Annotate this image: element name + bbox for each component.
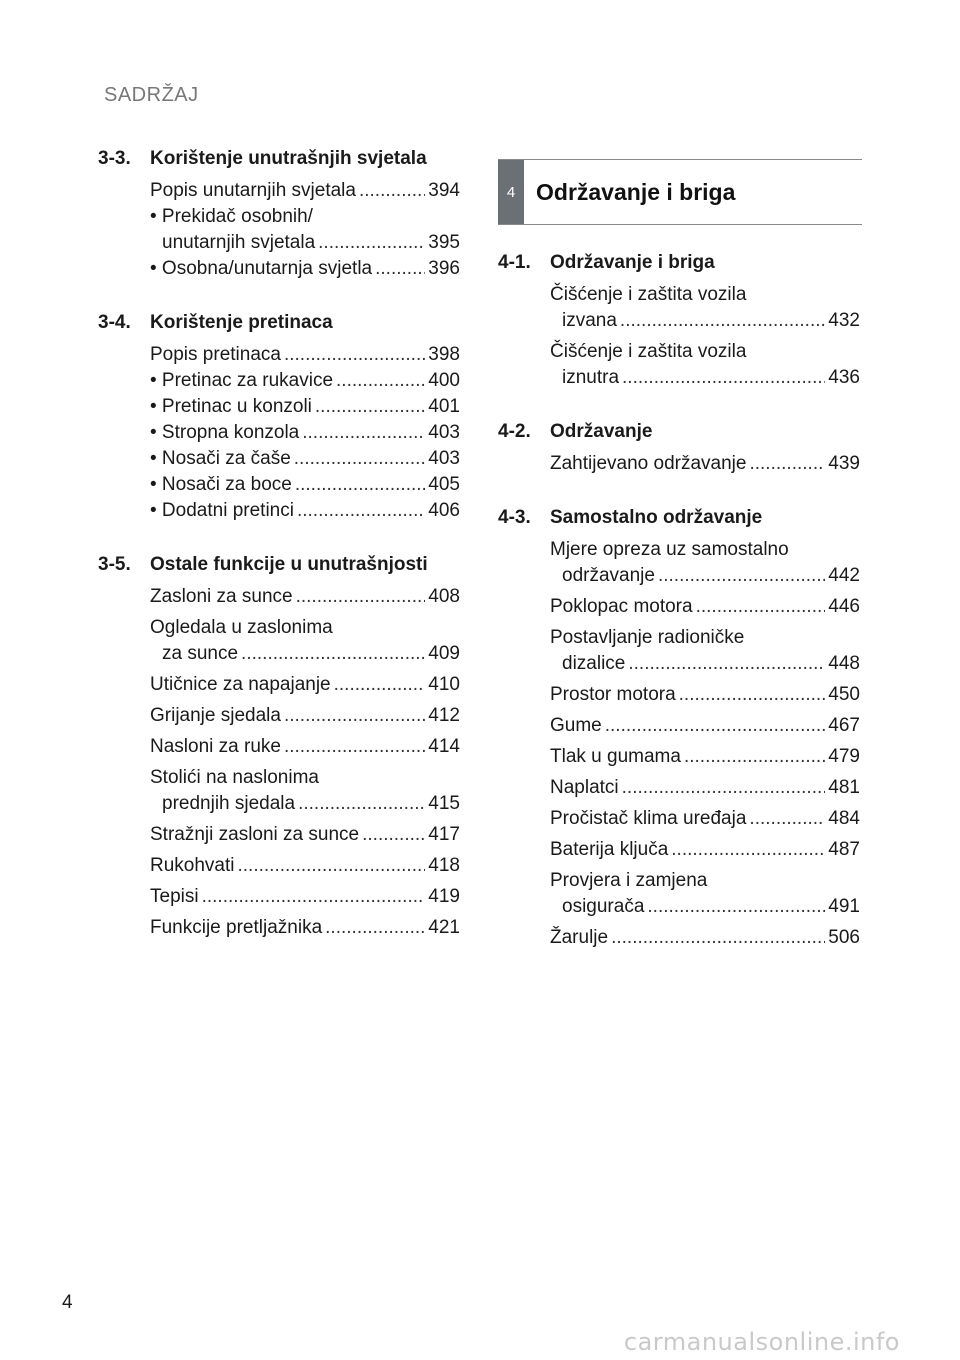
toc-entry[interactable] (150, 394, 460, 420)
entry-row (150, 256, 460, 282)
entry-title: Gume (550, 715, 602, 736)
entry-page-number: 418 (428, 855, 460, 876)
section-heading (498, 507, 860, 529)
dot-leader (679, 682, 826, 708)
entry-row (150, 420, 460, 446)
toc-entry[interactable] (150, 178, 460, 204)
toc-entry[interactable] (550, 682, 860, 708)
entry-page-number: 421 (428, 917, 460, 938)
entry-page-number: 506 (828, 927, 860, 948)
entry-row (150, 472, 460, 498)
entry-row (150, 230, 460, 256)
entry-row (150, 884, 460, 910)
entry-page-number: 394 (428, 180, 460, 201)
toc-section (98, 312, 460, 524)
dot-leader (334, 672, 426, 698)
entry-page-number: 432 (828, 310, 860, 331)
entry-title: osigurača (562, 896, 645, 917)
section-number: 4-2. (498, 421, 531, 442)
entry-row (550, 308, 860, 334)
toc-entry[interactable] (150, 822, 460, 848)
section-heading (498, 252, 860, 274)
entry-row (150, 822, 460, 848)
entry-page-number: 467 (828, 715, 860, 736)
dot-leader (336, 368, 425, 394)
entry-title: • Pretinac u konzoli (150, 396, 312, 417)
toc-entry[interactable] (550, 451, 860, 477)
entry-list (98, 178, 460, 282)
entry-row (150, 915, 460, 941)
entry-page-number: 415 (428, 793, 460, 814)
dot-leader (749, 451, 825, 477)
entry-page-number: 487 (828, 839, 860, 860)
running-header: SADRŽAJ (104, 84, 199, 106)
toc-entry[interactable] (150, 420, 460, 446)
entry-page-number: 396 (428, 258, 460, 279)
toc-entry[interactable] (150, 368, 460, 394)
entry-row (150, 178, 460, 204)
entry-title: Zasloni za sunce (150, 586, 293, 607)
toc-section (498, 507, 860, 951)
watermark: carmanualsonline.info (623, 1328, 900, 1356)
chapter-number-tab: 4 (498, 160, 524, 224)
entry-title: Baterija ključa (550, 839, 669, 860)
entry-row (550, 651, 860, 677)
entry-row (150, 342, 460, 368)
entry-list (498, 451, 860, 477)
entry-title: dizalice (562, 653, 626, 674)
entry-title: Grijanje sjedala (150, 705, 281, 726)
toc-entry[interactable] (150, 703, 460, 729)
dot-leader (318, 230, 425, 256)
entry-row (550, 451, 860, 477)
toc-entry[interactable] (150, 342, 460, 368)
entry-row (150, 703, 460, 729)
entry-title-line: Postavljanje radioničke (550, 627, 745, 648)
entry-row (150, 791, 460, 817)
toc-entry[interactable] (150, 615, 460, 667)
dot-leader (315, 394, 425, 420)
dot-leader (611, 925, 825, 951)
entry-page-number: 436 (828, 367, 860, 388)
entry-page-number: 410 (428, 674, 460, 695)
dot-leader (241, 641, 425, 667)
entry-page-number: 414 (428, 736, 460, 757)
entry-title: Pročistač klima uređaja (550, 808, 747, 829)
section-number: 4-1. (498, 252, 531, 273)
dot-leader (658, 563, 825, 589)
dot-leader (302, 420, 425, 446)
section-heading (98, 312, 460, 334)
dot-leader (620, 308, 825, 334)
dot-leader (622, 775, 826, 801)
entry-list (498, 537, 860, 951)
entry-page-number: 448 (828, 653, 860, 674)
entry-row (550, 713, 860, 739)
entry-title: iznutra (562, 367, 620, 388)
toc-entry[interactable] (550, 625, 860, 677)
entry-page-number: 403 (428, 422, 460, 443)
entry-row (550, 775, 860, 801)
dot-leader (622, 365, 825, 391)
entry-title: • Nosači za čaše (150, 448, 291, 469)
entry-title: Žarulje (550, 927, 609, 948)
entry-page-number: 419 (428, 886, 460, 907)
toc-entry[interactable] (550, 837, 860, 863)
entry-page-number: 403 (428, 448, 460, 469)
entry-row (150, 368, 460, 394)
entry-page-number: 406 (428, 500, 460, 521)
entry-title: Tepisi (150, 886, 199, 907)
entry-page-number: 395 (428, 232, 460, 253)
toc-entry[interactable] (550, 537, 860, 589)
section-number: 4-3. (498, 507, 531, 528)
dot-leader (684, 744, 825, 770)
entry-title-line: Ogledala u zaslonima (150, 617, 333, 638)
entry-page-number: 417 (428, 824, 460, 845)
entry-title-line: Čišćenje i zaštita vozila (550, 284, 747, 305)
dot-leader (362, 822, 425, 848)
section-heading (98, 554, 460, 576)
entry-title: • Pretinac za rukavice (150, 370, 334, 391)
entry-row (550, 925, 860, 951)
entry-page-number: 401 (428, 396, 460, 417)
toc-entry[interactable] (150, 204, 460, 256)
toc-entry[interactable] (150, 446, 460, 472)
toc-entry[interactable] (550, 339, 860, 391)
toc-entry[interactable] (550, 282, 860, 334)
dot-leader (296, 584, 426, 610)
entry-row (550, 837, 860, 863)
entry-page-number: 400 (428, 370, 460, 391)
entry-page-number: 408 (428, 586, 460, 607)
dot-leader (359, 178, 425, 204)
dot-leader (298, 791, 425, 817)
entry-list (498, 282, 860, 391)
toc-section (98, 148, 460, 282)
entry-title: • Osobna/unutarnja svjetla (150, 258, 373, 279)
entry-title: • Dodatni pretinci (150, 500, 294, 521)
dot-leader (294, 446, 426, 472)
chapter-title: Održavanje i briga (536, 178, 736, 205)
entry-row (150, 734, 460, 760)
toc-section (498, 252, 860, 391)
dot-leader (284, 703, 425, 729)
toc-section (498, 421, 860, 477)
entry-title: Rukohvati (150, 855, 235, 876)
entry-title-line: Stolići na naslonima (150, 767, 319, 788)
dot-leader (628, 651, 825, 677)
entry-title: Naplatci (550, 777, 619, 798)
dot-leader (696, 594, 826, 620)
section-title: Korištenje pretinaca (150, 312, 333, 333)
toc-entry[interactable] (150, 584, 460, 610)
entry-row (150, 584, 460, 610)
entry-row (550, 806, 860, 832)
dot-leader (671, 837, 825, 863)
toc-entry[interactable] (150, 672, 460, 698)
entry-title: unutarnjih svjetala (162, 232, 316, 253)
entry-title: Prostor motora (550, 684, 676, 705)
entry-title: za sunce (162, 643, 239, 664)
section-number: 3-4. (98, 312, 131, 333)
entry-page-number: 484 (828, 808, 860, 829)
dot-leader (284, 342, 425, 368)
entry-title: Utičnice za napajanje (150, 674, 331, 695)
chapter-banner (498, 159, 862, 225)
dot-leader (295, 472, 425, 498)
entry-title: • Stropna konzola (150, 422, 300, 443)
toc-entry[interactable] (550, 868, 860, 920)
entry-title: prednjih sjedala (162, 793, 296, 814)
toc-section (98, 554, 460, 941)
entry-row (150, 672, 460, 698)
page-number: 4 (62, 1292, 73, 1313)
entry-row (550, 894, 860, 920)
dot-leader (605, 713, 826, 739)
toc-entry[interactable] (150, 734, 460, 760)
dot-leader (238, 853, 426, 879)
entry-page-number: 409 (428, 643, 460, 664)
entry-title: Nasloni za ruke (150, 736, 281, 757)
entry-page-number: 446 (828, 596, 860, 617)
toc-entry[interactable] (150, 765, 460, 817)
entry-row (150, 498, 460, 524)
entry-row (150, 641, 460, 667)
section-title: Ostale funkcije u unutrašnjosti (150, 554, 428, 575)
entry-page-number: 405 (428, 474, 460, 495)
entry-title-line: • Prekidač osobnih/ (150, 206, 313, 227)
entry-list (98, 342, 460, 524)
dot-leader (647, 894, 825, 920)
toc-left-column (98, 148, 460, 971)
entry-page-number: 450 (828, 684, 860, 705)
toc-entry[interactable] (150, 498, 460, 524)
section-heading (498, 421, 860, 443)
section-title: Održavanje i briga (550, 252, 715, 273)
section-number: 3-3. (98, 148, 131, 169)
toc-entry[interactable] (550, 713, 860, 739)
entry-title: Stražnji zasloni za sunce (150, 824, 360, 845)
toc-entry[interactable] (550, 594, 860, 620)
entry-title-line: Provjera i zamjena (550, 870, 708, 891)
dot-leader (297, 498, 425, 524)
dot-leader (749, 806, 825, 832)
entry-title: • Nosači za boce (150, 474, 292, 495)
entry-title-line: Čišćenje i zaštita vozila (550, 341, 747, 362)
entry-page-number: 398 (428, 344, 460, 365)
entry-row (550, 365, 860, 391)
entry-title-line: Mjere opreza uz samostalno (550, 539, 789, 560)
entry-page-number: 442 (828, 565, 860, 586)
entry-page-number: 491 (828, 896, 860, 917)
entry-title: Popis unutarnjih svjetala (150, 180, 356, 201)
entry-title: Funkcije pretljažnika (150, 917, 323, 938)
toc-right-column (498, 252, 860, 981)
entry-title: Popis pretinaca (150, 344, 281, 365)
toc-entry[interactable] (550, 925, 860, 951)
entry-page-number: 481 (828, 777, 860, 798)
dot-leader (375, 256, 425, 282)
entry-row (550, 744, 860, 770)
toc-entry[interactable] (550, 775, 860, 801)
section-heading (98, 148, 460, 170)
dot-leader (202, 884, 426, 910)
entry-row (150, 853, 460, 879)
section-number: 3-5. (98, 554, 131, 575)
section-title: Korištenje unutrašnjih svjetala (150, 148, 427, 169)
toc-entry[interactable] (550, 744, 860, 770)
entry-title: Zahtijevano održavanje (550, 453, 747, 474)
entry-row (550, 563, 860, 589)
toc-entry[interactable] (150, 884, 460, 910)
section-title: Održavanje (550, 421, 653, 442)
entry-title: izvana (562, 310, 617, 331)
toc-entry[interactable] (150, 915, 460, 941)
entry-page-number: 412 (428, 705, 460, 726)
entry-page-number: 439 (828, 453, 860, 474)
entry-title: Tlak u gumama (550, 746, 681, 767)
entry-title: održavanje (562, 565, 655, 586)
toc-entry[interactable] (150, 472, 460, 498)
toc-entry[interactable] (550, 806, 860, 832)
entry-row (150, 446, 460, 472)
entry-row (550, 594, 860, 620)
dot-leader (284, 734, 425, 760)
entry-page-number: 479 (828, 746, 860, 767)
entry-title: Poklopac motora (550, 596, 693, 617)
toc-entry[interactable] (150, 853, 460, 879)
entry-row (550, 682, 860, 708)
section-title: Samostalno održavanje (550, 507, 763, 528)
dot-leader (325, 915, 425, 941)
entry-row (150, 394, 460, 420)
entry-list (98, 584, 460, 941)
toc-entry[interactable] (150, 256, 460, 282)
